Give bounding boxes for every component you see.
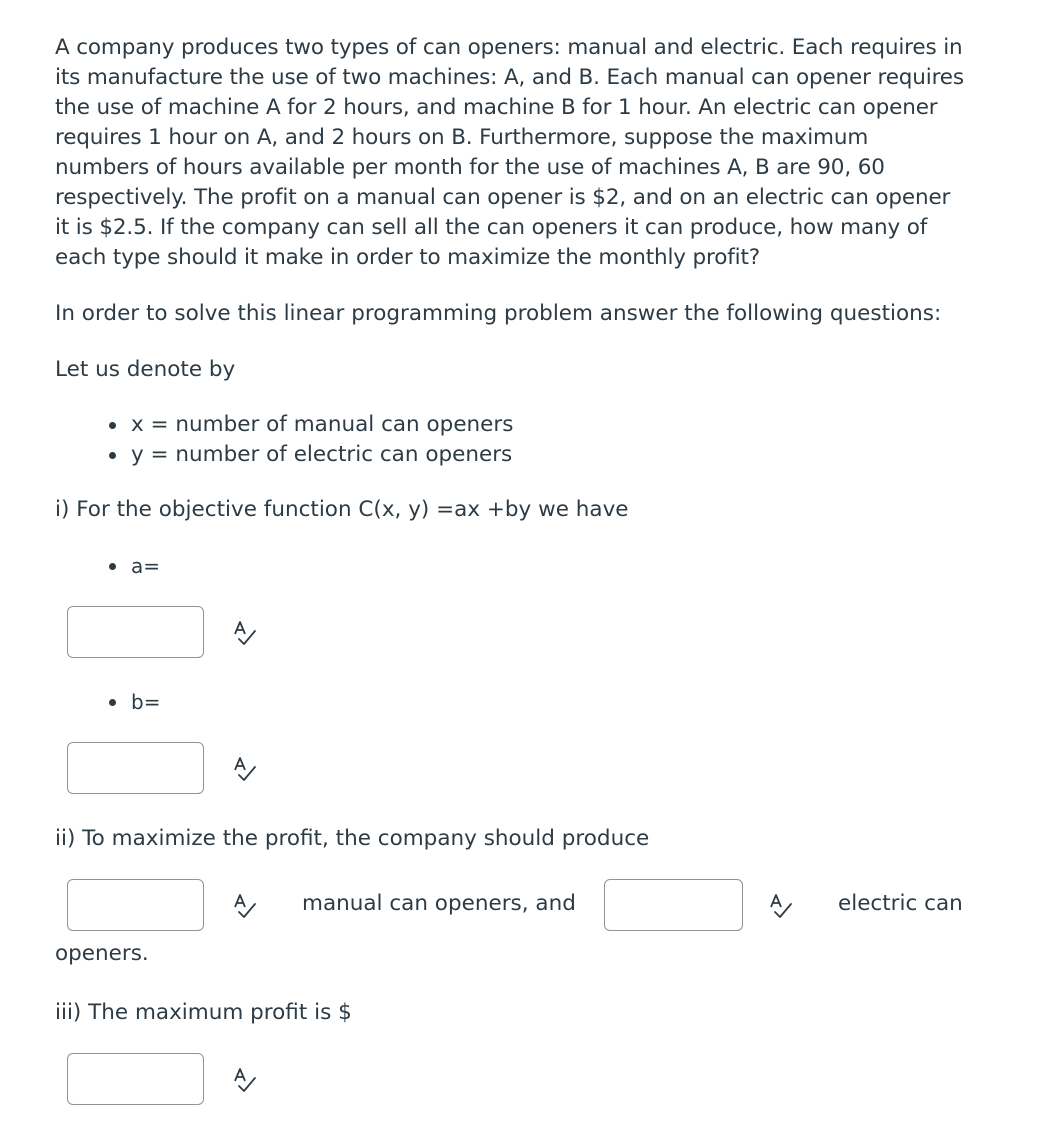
problem-line: requires 1 hour on A, and 2 hours on B. Furthermore, suppose the maximum [55,125,869,150]
manual-suffix-text: manual can openers, and [302,891,576,916]
spellcheck-icon[interactable] [232,620,258,646]
problem-line: A company produces two types of can openers: manual and electric. Each requires in [55,35,963,60]
a-label-list [107,551,160,581]
part-ii-heading: ii) To maximize the profit, the company should produce [55,826,650,851]
part-i-heading: i) For the objective function C(x, y) =ax +by we have [55,497,629,522]
spellcheck-icon[interactable] [232,893,258,919]
problem-line: it is $2.5. If the company can sell all the can openers it can produce, how many of [55,215,928,240]
a-answer-input[interactable] [67,606,204,658]
spellcheck-icon[interactable] [232,756,258,782]
instructions-text: In order to solve this linear programming problem answer the following questions: [55,301,942,326]
problem-line: respectively. The profit on a manual can opener is $2, and on an electric can opener [55,185,951,210]
b-answer-input[interactable] [67,742,204,794]
problem-line: its manufacture the use of two machines: A, and B. Each manual can opener requires [55,65,964,90]
openers-wrap-text: openers. [55,941,149,966]
problem-line: the use of machine A for 2 hours, and machine B for 1 hour. An electric can opener [55,95,938,120]
max-profit-input[interactable] [67,1053,204,1105]
variable-x-definition: x = number of manual can openers [107,410,513,440]
electric-suffix-text: electric can [838,891,963,916]
b-label-list [107,687,160,717]
denote-intro: Let us denote by [55,357,236,382]
spellcheck-icon[interactable] [232,1067,258,1093]
variable-list [107,410,513,470]
variable-y-definition: y = number of electric can openers [107,440,513,470]
a-label: a= [107,551,160,581]
part-iii-heading: iii) The maximum profit is $ [55,1000,352,1025]
b-label: b= [107,687,160,717]
electric-count-input[interactable] [604,879,743,931]
problem-line: each type should it make in order to maximize the monthly profit? [55,245,761,270]
problem-line: numbers of hours available per month for the use of machines A, B are 90, 60 [55,155,885,180]
problem-statement [55,33,1017,273]
spellcheck-icon[interactable] [768,893,794,919]
manual-count-input[interactable] [67,879,204,931]
